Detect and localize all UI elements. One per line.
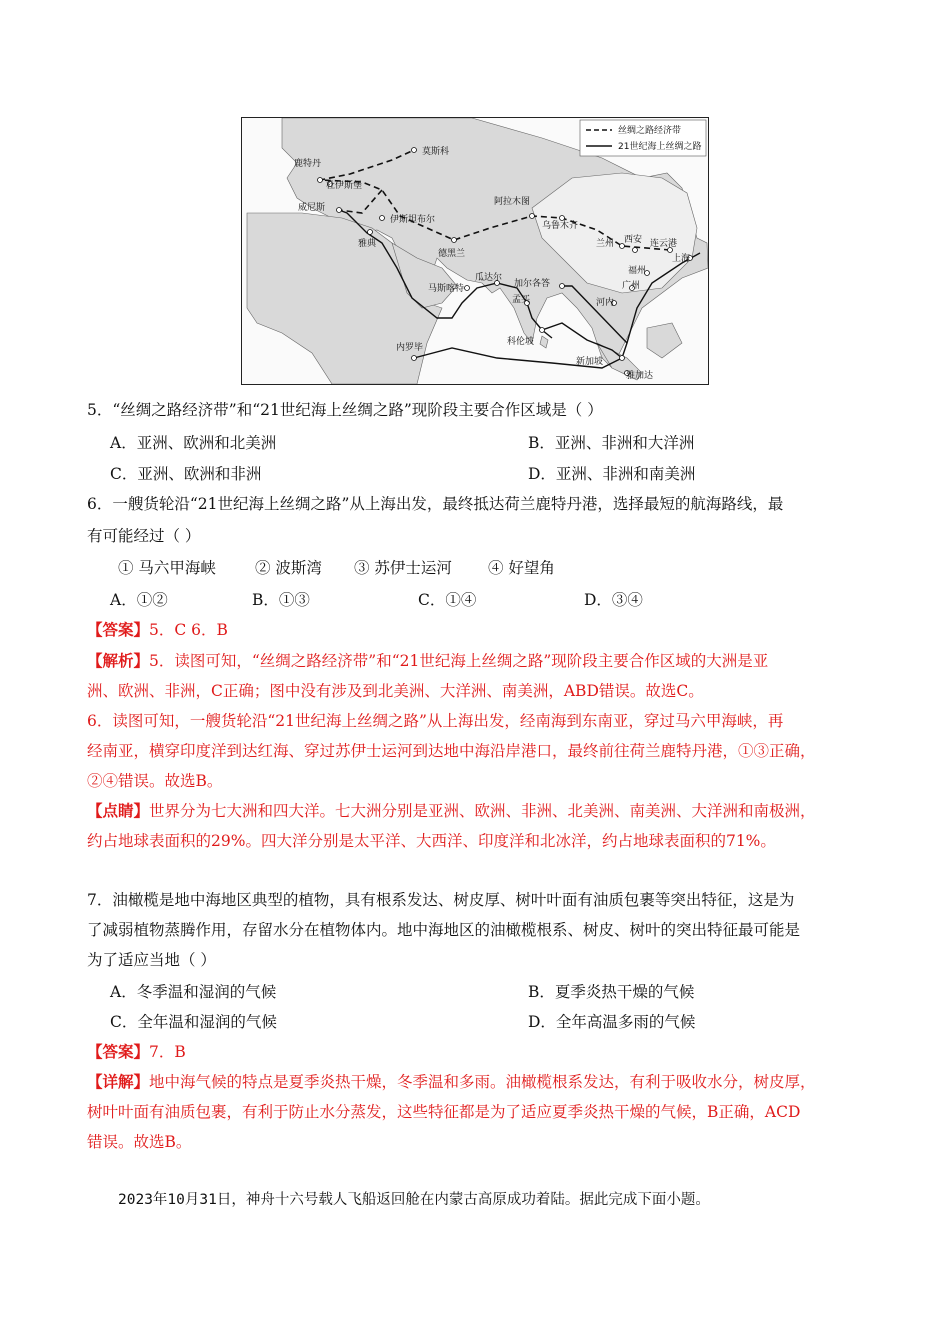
map-legend: [580, 120, 706, 156]
q6-option-c[interactable]: C．①④: [418, 591, 477, 609]
city-tehran: 德黑兰: [438, 249, 466, 259]
map-canvas: [242, 118, 708, 384]
q7-option-row-2: [110, 1010, 696, 1034]
analysis-line-5: ②④错误。故选B。: [87, 772, 223, 790]
city-muscat: 马斯喀特: [428, 284, 465, 294]
answer-5-6: [87, 618, 228, 642]
analysis-text-1: 5．读图可知，“丝绸之路经济带”和“21世纪海上丝绸之路”现阶段主要合作区域的大洲是亚: [149, 652, 769, 670]
answer-7: [87, 1040, 186, 1064]
tip-line-2: 约占地球表面积的29%。四大洋分别是太平洋、大西洋、印度洋和北冰洋，约占地球表面积的71%。: [87, 832, 776, 850]
city-hanoi: 河内: [596, 298, 615, 308]
next-group-intro: 2023年10月31日，神舟十六号载人飞船返回舱在内蒙古高原成功着陆。据此完成下面小题。: [118, 1192, 710, 1208]
city-urumqi: 乌鲁木齐: [542, 221, 579, 231]
legend-belt-label: 丝绸之路经济带: [618, 126, 682, 136]
answer-text: 5．C 6．B: [149, 621, 228, 639]
city-mumbai: 孟买: [512, 295, 531, 305]
detail-tag: 【详解】: [87, 1072, 150, 1091]
q7-option-c[interactable]: C．全年温和湿润的气候: [110, 1013, 277, 1031]
city-lanzhou: 兰州: [596, 239, 615, 249]
q5-stem: 5．“丝绸之路经济带”和“21世纪海上丝绸之路”现阶段主要合作区域是（ ）: [87, 401, 603, 419]
q6-option-d[interactable]: D．③④: [584, 591, 643, 609]
city-nairobi: 内罗毕: [396, 343, 424, 353]
q6-item-4: ④ 好望角: [488, 559, 555, 577]
q6-items: [118, 556, 555, 580]
city-colombo: 科伦坡: [507, 337, 535, 347]
q6-option-b[interactable]: B．①③: [252, 591, 310, 609]
analysis-line-4: 经南亚，横穿印度洋到达红海、穿过苏伊士运河到达地中海沿岸港口，最终前往荷兰鹿特丹港，①③正确，: [87, 742, 816, 760]
analysis-line-1: [87, 649, 768, 673]
answer-7-tag: 【答案】: [87, 1042, 150, 1061]
tip-tag: 【点睛】: [87, 801, 150, 820]
q5-option-row-2: [110, 462, 696, 486]
city-rotterdam: 鹿特丹: [294, 159, 322, 169]
tip-text-1: 世界分为七大洲和四大洋。七大洲分别是亚洲、欧洲、非洲、北美洲、南美洲、大洋洲和南极洲，: [149, 802, 816, 820]
city-xian: 西安: [624, 235, 643, 245]
q6-stem-line-2: 有可能经过（ ）: [87, 527, 201, 545]
city-almaty: 阿拉木图: [494, 197, 531, 207]
q7-option-d[interactable]: D．全年高温多雨的气候: [528, 1013, 696, 1031]
city-venice: 威尼斯: [298, 203, 326, 213]
tip-line-1: [87, 799, 816, 823]
analysis-line-3: 6．读图可知，一艘货轮沿“21世纪海上丝绸之路”从上海出发，经南海到东南亚，穿过马六甲海峡，再: [87, 712, 784, 730]
q5-option-a[interactable]: A．亚洲、欧洲和北美洲: [110, 434, 277, 452]
detail-line-3: 错误。故选B。: [87, 1133, 192, 1151]
city-kolkata: 加尔各答: [514, 279, 551, 289]
q6-options: [110, 588, 643, 612]
city-fuzhou: 福州: [628, 266, 647, 276]
city-istanbul: 伊斯坦布尔: [390, 215, 436, 225]
city-shanghai: 上海: [672, 254, 691, 264]
city-athens: 雅典: [358, 239, 377, 249]
city-singapore: 新加坡: [576, 357, 604, 367]
q6-item-2: ② 波斯湾: [255, 559, 322, 577]
q7-stem-line-1: 7．油橄榄是地中海地区典型的植物，具有根系发达、树皮厚、树叶叶面有油质包裹等突出特征，这是为: [87, 891, 795, 909]
q7-stem-line-2: 了减弱植物蒸腾作用，存留水分在植物体内。地中海地区的油橄榄根系、树皮、树叶的突出特征最可能是: [87, 921, 801, 939]
q7-stem-line-3: 为了适应当地（ ）: [87, 951, 216, 969]
legend-road-label: 21世纪海上丝绸之路: [618, 142, 702, 152]
city-lianyungang: 连云港: [650, 239, 678, 249]
q5-option-b[interactable]: B．亚洲、非洲和大洋洲: [528, 434, 695, 452]
q6-stem-line-1: 6．一艘货轮沿“21世纪海上丝绸之路”从上海出发，最终抵达荷兰鹿特丹港，选择最短的航海路线，最: [87, 495, 784, 513]
city-gwadar: 瓜达尔: [475, 273, 503, 283]
answer-7-text: 7．B: [149, 1043, 186, 1061]
q5-option-row-1: [110, 431, 695, 455]
q6-item-1: ① 马六甲海峡: [118, 559, 216, 577]
q7-option-a[interactable]: A．冬季温和湿润的气候: [110, 983, 277, 1001]
answer-tag: 【答案】: [87, 620, 150, 639]
detail-line-2: 树叶叶面有油质包裹，有利于防止水分蒸发，这些特征都是为了适应夏季炎热干燥的气候，B正确，ACD: [87, 1103, 801, 1121]
q6-option-a[interactable]: A．①②: [110, 591, 168, 609]
city-guangzhou: 广州: [622, 281, 641, 291]
q5-option-c[interactable]: C．亚洲、欧洲和非洲: [110, 465, 262, 483]
silk-road-map: [241, 117, 709, 385]
analysis-line-2: 洲、欧洲、非洲，C正确；图中没有涉及到北美洲、大洋洲、南美洲，ABD错误。故选C。: [87, 682, 704, 700]
detail-text-1: 地中海气候的特点是夏季炎热干燥，冬季温和多雨。油橄榄根系发达，有利于吸收水分，树皮厚，: [149, 1073, 816, 1091]
city-moscow: 莫斯科: [422, 147, 450, 157]
q6-item-3: ③ 苏伊士运河: [354, 559, 452, 577]
q7-option-b[interactable]: B．夏季炎热干燥的气候: [528, 983, 695, 1001]
city-duisburg: 杜伊斯堡: [326, 181, 363, 191]
detail-line-1: [87, 1070, 816, 1094]
q7-option-row-1: [110, 980, 695, 1004]
analysis-tag: 【解析】: [87, 651, 150, 670]
city-jakarta: 雅加达: [626, 371, 654, 381]
q5-option-d[interactable]: D．亚洲、非洲和南美洲: [528, 465, 696, 483]
